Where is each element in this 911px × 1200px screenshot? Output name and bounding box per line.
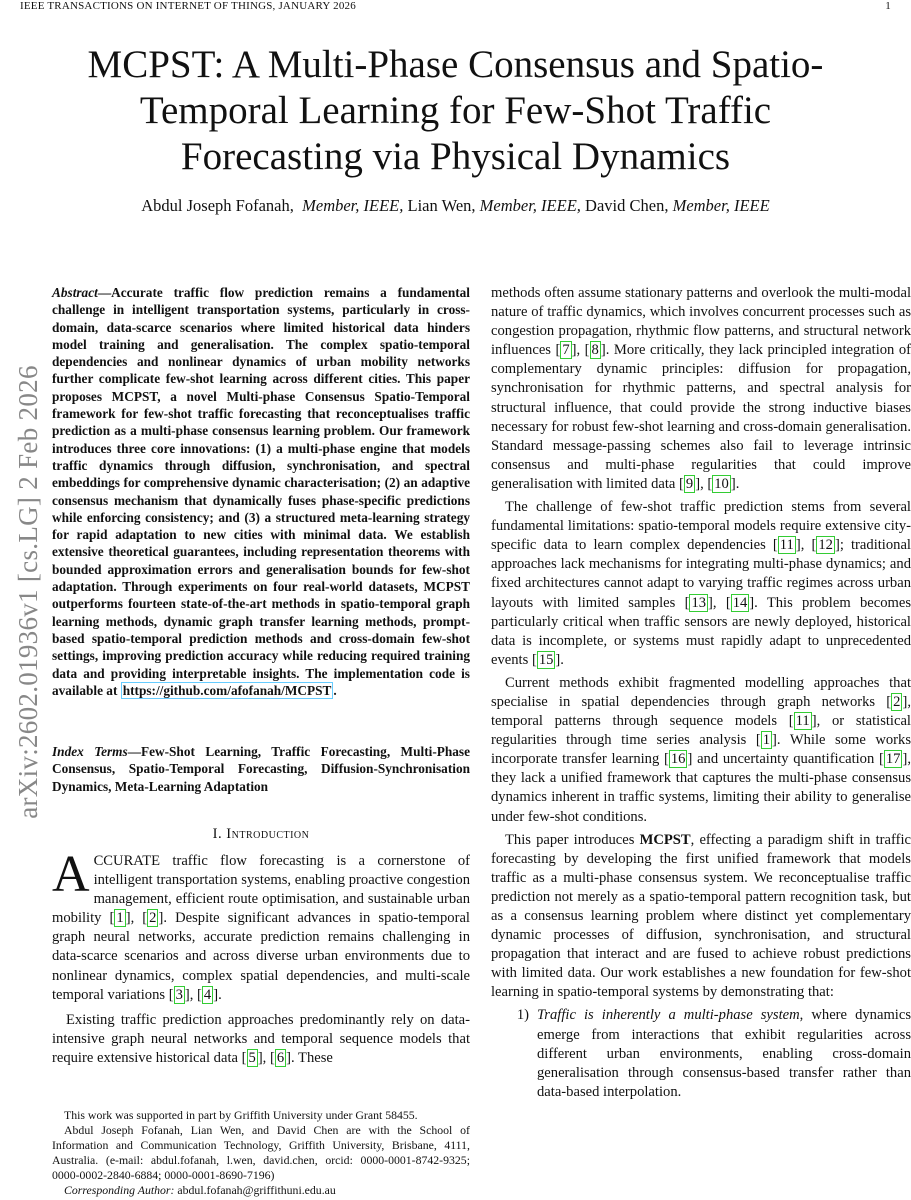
author-role: Member, IEEE	[672, 196, 770, 215]
intro-paragraph: ACCURATE traffic flow forecasting is a cornerstone of intelligent transportation systems, enabling proactive congestion management, efficient route optimisation, and sustainable urban mobility [ 1 ], [ 2 ]. Despite significant advances in spatio-temporal graph neural networks, accurate prediction remains challenging in data-scarce scenarios and across diverse urban environments due to nonlinear dynamics, complex spatial dependencies, and multi-scale temporal variations [ 3 ], [ 4 ].	[52, 846, 470, 1003]
citation-link[interactable]: 7	[562, 342, 570, 359]
paragraph-text: Existing traffic prediction approaches predominantly rely on data-intensive graph neural networks and temporal sequence models that require extensive historical data	[52, 1011, 470, 1066]
paragraph-text: . Despite significant advances in spatio-temporal graph neural networks, accurate prediction remains challenging in data-scarce scenarios and across diverse urban environments due to nonlinear dynamics, complex spatial dependencies, and multi-scale temporal variations	[52, 910, 470, 1003]
paragraph-text: , temporal patterns through sequence models	[491, 693, 911, 730]
abstract-end: .	[333, 682, 337, 698]
author-role: Member, IEEE,	[302, 196, 404, 215]
section-heading	[52, 826, 470, 843]
list-item	[491, 1006, 911, 1101]
running-header	[20, 0, 891, 12]
author-line	[40, 196, 871, 216]
section-title: Introduction	[226, 826, 310, 842]
footnote-funding: This work was supported in part by Griffith University under Grant 58455.	[64, 1108, 418, 1122]
author-name: Lian Wen,	[407, 196, 476, 215]
code-link[interactable]: https://github.com/afofanah/MCPST	[122, 682, 332, 698]
citation-link[interactable]: 1	[762, 732, 771, 749]
list-emphasis: Traffic is inherently a multi-phase system	[537, 1007, 800, 1024]
paragraph-text: CCURATE traffic flow forecasting is a cornerstone of intelligent transportation systems, enabling proactive congestion management, efficient route optimisation, and sustainable urban mobility	[52, 853, 470, 927]
body-paragraph: Current methods exhibit fragmented modelling approaches that specialise in spatial dependencies through graph networks [ 2 ], temporal patterns through sequence models [ 11 ], or statistical regularities through time series analysis [ 1 ]. While some works incorporate transfer learning [ 16 ] and uncertainty quantification [ 17 ], they lack a unified framework that captures the multi-phase consensus dynamics inherent in traffic systems, limiting their ability to generalise under few-shot conditions.	[491, 674, 911, 825]
author-name: Abdul Joseph Fofanah,	[141, 196, 294, 215]
citation-link[interactable]: 9	[685, 475, 694, 492]
paragraph-text: This paper introduces	[505, 831, 640, 848]
citation-link[interactable]: 15	[538, 651, 554, 668]
paragraph-text: . While some works incorporate transfer learning	[491, 732, 911, 768]
footnote-affiliation: Abdul Joseph Fofanah, Lian Wen, and David Chen are with the School of Information and Communication Technology, Griffith University, Brisbane, 4111, Australia. (e-mail: abdul.fofanah, l.wen, david.chen, orcid: 0000-0001-8742-9325; 0000-0002-2840-6884; 0000-0001-8690-7196)	[52, 1123, 470, 1182]
paragraph-text: and uncertainty quantification	[692, 751, 879, 768]
paragraph-text: Current methods exhibit fragmented modelling approaches that specialise in spatial dependencies through graph networks	[491, 674, 911, 710]
corresponding-label: Corresponding Author:	[64, 1183, 175, 1197]
body-paragraph: The challenge of few-shot traffic prediction stems from several fundamental limitations: spatio-temporal models require extensive city-specific data to learn complex dependencies [ 11 ], [ 12 ]; traditional approaches lack mechanisms for integrating multi-phase dynamics; and fixed architectures cannot adapt to varying traffic regimes across urban layouts with limited samples [ 13 ], [ 14 ]. This problem becomes particularly critical when traffic sensors are newly deployed, historical data is incomplete, or systems must rapidly adapt to unprecedented events [ 15 ].	[491, 499, 911, 668]
abstract-label: Abstract	[52, 285, 98, 300]
paragraph-text: ; traditional approaches lack mechanisms for integrating multi-phase dynamics; and fixed architectures cannot adapt to varying traffic regimes across urban layouts with limited samples	[491, 537, 911, 611]
paper-title: MCPST: A Multi-Phase Consensus and Spatio-Temporal Learning for Few-Shot Traffic Forecasting via Physical Dynamics	[87, 43, 824, 178]
paragraph-text: , where dynamics emerge from interactions that exhibit regularities across different urban environments, enabling cross-domain generalisation through consensus-based transfer rather than data-based interpolation.	[537, 1007, 911, 1100]
index-terms-label: Index Terms	[52, 744, 128, 759]
section-number: I.	[212, 826, 223, 842]
citation-link[interactable]: 2	[149, 910, 157, 927]
index-terms	[52, 743, 470, 795]
citation-link[interactable]: 8	[591, 342, 599, 359]
paragraph-text: . These	[291, 1049, 333, 1066]
citation-link[interactable]: 11	[779, 537, 794, 554]
paragraph-text: , or statistical regularities through time series analysis	[491, 713, 911, 749]
intro-paragraph: Existing traffic prediction approaches predominantly rely on data-intensive graph neural networks and temporal sequence models that require extensive historical data [ 5 ], [ 6 ]. These	[52, 1011, 470, 1066]
arxiv-stamp: arXiv:2602.01936v1 [cs.LG] 2 Feb 2026	[13, 365, 43, 819]
author-role: Member, IEEE,	[479, 196, 581, 215]
body-paragraph: methods often assume stationary patterns and overlook the multi-modal nature of traffic dynamics, which involves concurrent processes such as congestion propagation, rhythmic flow patterns, and structural network influences [ 7 ], [ 8 ]. More critically, they lack principled integration of complementary dynamic principles: diffusion for propagation, synchronisation for rhythmic patterns, and spectral analysis for structural influence, that could provide the strong inductive biases necessary for robust few-shot learning and cross-domain generalisation. Standard message-passing schemes also fail to leverage intrinsic consensus and multi-phase regularities that could improve generalisation with limited data [ 9 ], [ 10 ].	[491, 285, 911, 492]
citation-link[interactable]: 1	[116, 910, 124, 927]
page-number: 1	[885, 0, 891, 12]
citation-link[interactable]: 12	[818, 537, 833, 554]
journal-name: IEEE TRANSACTIONS ON INTERNET OF THINGS, JANUARY 2026	[20, 0, 356, 12]
citation-link[interactable]: 3	[175, 986, 183, 1003]
list-text	[537, 1006, 911, 1101]
list-number: 1)	[516, 1007, 529, 1024]
right-column	[491, 284, 911, 1102]
corresponding-email: abdul.fofanah@griffithuni.edu.au	[174, 1183, 336, 1197]
citation-link[interactable]: 10	[714, 475, 729, 492]
citation-link[interactable]: 11	[795, 713, 810, 730]
index-terms-text: —Few-Shot Learning, Traffic Forecasting, Multi-Phase Consensus, Spatio-Temporal Forecasting, Diffusion-Synchronisation Dynamics, Meta-Learning Adaptation	[52, 744, 470, 794]
intro-left-column	[52, 846, 470, 1068]
citation-link[interactable]: 6	[276, 1049, 285, 1066]
citation-link[interactable]: 4	[203, 986, 212, 1003]
citation-link[interactable]: 5	[248, 1049, 256, 1066]
paragraph-text: , they lack a unified framework that captures the multi-phase consensus dynamics inherent in traffic systems, limiting their ability to generalise under few-shot conditions.	[491, 751, 911, 825]
citation-link[interactable]: 2	[893, 693, 901, 710]
paragraph-text: The challenge of few-shot traffic prediction stems from several fundamental limitations: spatio-temporal models require extensive city-specific data to learn complex dependencies	[491, 499, 911, 554]
citation-link[interactable]: 16	[670, 751, 686, 768]
paragraph-text: . More critically, they lack principled integration of complementary dynamic principles: diffusion for propagation, synchronisation for rhythmic patterns, and spectral analysis for structural influence, that could provide the strong inductive biases necessary for robust few-shot learning and cross-domain generalisation. Standard message-passing schemes also fail to leverage intrinsic consensus and multi-phase regularities that could improve generalisation with limited data	[491, 342, 911, 492]
body-paragraph	[491, 831, 911, 1003]
citation-link[interactable]: 14	[732, 594, 748, 611]
citation-link[interactable]: 13	[691, 594, 707, 611]
drop-cap: A	[52, 846, 90, 903]
footnotes	[52, 1108, 470, 1198]
abstract-text: —Accurate traffic flow prediction remains a fundamental challenge in intelligent transportation systems, particularly in cross-domain, data-scarce scenarios where limited historical data hinders model training and generalisation. The complex spatio-temporal dependencies and nonlinear dynamics of urban mobility networks further complicate few-shot learning across different cities. This paper proposes MCPST, a novel Multi-phase Consensus Spatio-Temporal framework for few-shot traffic forecasting that reconceptualises traffic prediction as a multi-phase consensus learning problem. Our framework introduces three core innovations: (1) a multi-phase engine that models traffic dynamics through diffusion, synchronisation, and spectral embeddings for comprehensive dynamic characterisation; (2) an adaptive consensus mechanism that dynamically fuses phase-specific predictions while enforcing consistency; and (3) a structured meta-learning strategy for rapid adaptation to new cities with minimal data. We establish extensive theoretical guarantees, including representation theorems with bounded approximation errors and generalisation bounds for few-shot adaptation. Through experiments on four real-world datasets, MCPST outperforms fourteen state-of-the-art methods in spatio-temporal graph learning methods, dynamic graph transfer learning methods, prompt-based spatio-temporal prediction methods and cross-domain few-shot settings, improving prediction accuracy while reducing required training data and providing interpretable insights. The implementation code is available at	[52, 285, 470, 698]
paragraph-text: , effecting a paradigm shift in traffic forecasting by developing the first unified framework that models traffic as a multi-phase consensus system. We reconceptualise traffic prediction not merely as a spatio-temporal pattern recognition task, but as a consensus learning problem where distinct yet complementary dynamic processes of diffusion, synchronisation, and structural propagation that interact and are fused to achieve robust predictions with limited data. Our work establishes a new foundation for few-shot learning in spatio-temporal systems by demonstrating that:	[491, 831, 911, 1001]
method-name: MCPST	[639, 831, 691, 848]
citation-link[interactable]: 17	[885, 751, 901, 768]
paragraph-text: . This problem becomes particularly critical when traffic sensors are newly deployed, historical data is incomplete, or systems must rapidly adapt to unprecedented events	[491, 594, 911, 668]
abstract	[52, 284, 470, 699]
author-name: David Chen,	[585, 196, 669, 215]
paragraph-text: methods often assume stationary patterns and overlook the multi-modal nature of traffic dynamics, which involves concurrent processes such as congestion propagation, rhythmic flow patterns, and structural network influences	[491, 285, 911, 359]
footnote-corresponding	[52, 1183, 470, 1198]
